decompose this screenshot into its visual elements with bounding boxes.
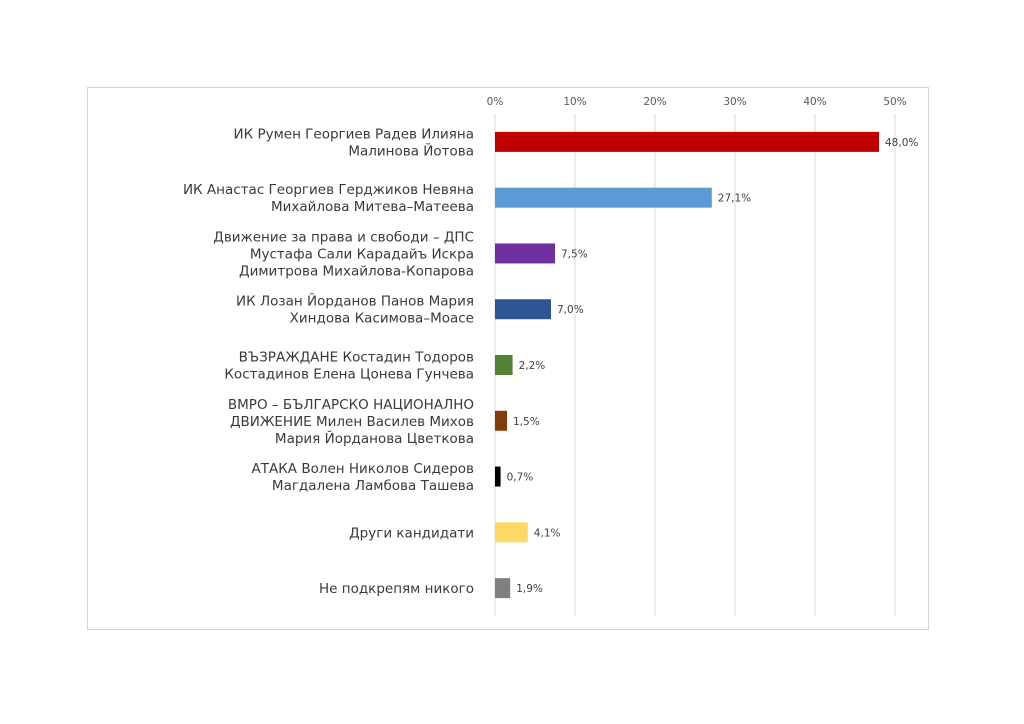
category-label [224, 350, 474, 383]
category-label-line: Костадинов Елена Цонева Гунчева [224, 366, 474, 383]
bar-chart [88, 88, 930, 631]
category-label-line: ИК Лозан Йорданов Панов Мария [236, 293, 474, 310]
category-label-line: ИК Анастас Георгиев Герджиков Невяна [182, 182, 474, 199]
category-label-line: Не подкрепям никого [319, 581, 474, 598]
category-label-line: Други кандидати [349, 525, 474, 542]
category-label [349, 525, 474, 541]
category-label-line: Магдалена Ламбова Ташева [271, 478, 474, 495]
category-label-line: Малинова Йотова [348, 143, 474, 160]
bar [495, 411, 507, 431]
chart-frame [87, 87, 929, 630]
bar [495, 299, 551, 319]
data-label: 48,0% [885, 136, 919, 149]
x-tick-label: 40% [803, 96, 827, 108]
bar [495, 522, 528, 542]
category-label-line: Хиндова Касимова–Моасе [289, 310, 474, 327]
category-label [183, 182, 474, 215]
data-label: 4,1% [533, 527, 561, 540]
category-label-line: ДВИЖЕНИЕ Милен Василев Михов [229, 413, 474, 430]
data-label: 1,9% [516, 583, 543, 596]
category-label [233, 126, 474, 159]
category-label-line: Мария Йорданова Цветкова [274, 430, 474, 447]
data-label: 7,0% [557, 304, 584, 317]
bar [495, 188, 712, 208]
data-label: 2,2% [518, 360, 546, 372]
category-label [252, 461, 475, 494]
category-label-line: ВЪЗРАЖДАНЕ Костадин Тодоров [238, 349, 474, 366]
data-label: 0,7% [506, 471, 534, 484]
category-label [213, 229, 474, 279]
x-tick-label: 10% [563, 96, 587, 108]
x-tick-label: 20% [643, 96, 667, 108]
x-tick-label: 0% [486, 96, 504, 108]
category-label-line: ВМРО – БЪЛГАРСКО НАЦИОНАЛНО [227, 396, 474, 413]
category-label-line: ИК Румен Георгиев Радев Илияна [233, 126, 474, 143]
category-label-line: Димитрова Михайлова-Копарова [239, 263, 474, 280]
category-label-line: Михайлова Митева–Матеева [270, 199, 474, 216]
category-label-line: Мустафа Сали Карадайъ Искра [249, 246, 474, 263]
category-label [236, 292, 474, 327]
bar [495, 355, 513, 375]
category-label-line: АТАКА Волен Николов Сидеров [251, 461, 474, 478]
category-label [228, 397, 474, 447]
bar [495, 243, 555, 263]
category-label-line: Движение за права и свободи – ДПС [213, 229, 474, 246]
bar [495, 578, 510, 598]
x-tick-label: 50% [883, 96, 907, 108]
data-label: 7,5% [561, 248, 588, 261]
bar [495, 132, 879, 152]
category-label [319, 581, 474, 597]
x-tick-label: 30% [723, 96, 747, 108]
data-label: 27,1% [717, 192, 752, 205]
data-label: 1,5% [513, 415, 540, 428]
bar [495, 467, 501, 487]
